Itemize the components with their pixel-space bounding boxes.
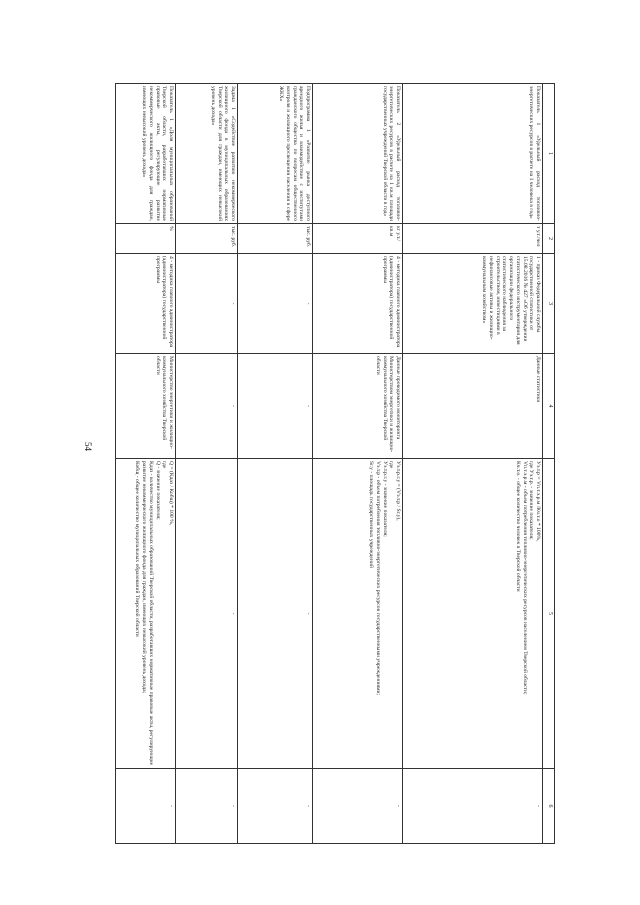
note-cell: -: [176, 769, 238, 844]
column-header: 4: [543, 354, 555, 459]
formula-cell: Уэ.т.р = Vп.т.э.р.м /Кч.т.о * 100%, где Уэ.т.р. - значение показателя; Vп.т.э.р.м - объем потребления топливно-энергетических ресурсов населением Тверской области; Кч.т.о. - общее количество человек в Тверской области: [403, 459, 543, 769]
indicator-name-cell: Показатель 2 «Удельный расход топливно-энергетических ресурсов в расчете на 1 кв.м площади государственных учреждений Тверской области в год»: [313, 84, 403, 224]
source-cell: -: [238, 254, 313, 354]
subprogram-name-cell: Подпрограмма 1 «Развитие рынка доступного арендного жилья и взаимодействие с институтами гражданского общества по вопросам общественного контроля и жилищного просвещения населения в сфере ЖКХ»: [238, 84, 313, 224]
formula-cell: -: [176, 459, 238, 769]
note-cell: -: [313, 769, 403, 844]
formula-cell: -: [238, 459, 313, 769]
indicator-name-cell: Показатель 1 «Удельный расход топливно-энергетических ресурсов в расчете на 1 человека в год»: [403, 84, 543, 224]
formula-cell: Q = (Кдаз / Кобщ) * 100 %, где Q - значение показателя; Кдаз - количество муниципальных образований Тверской области, разработавших нормативные правовые акты, регулирующие развитие некоммерческого жилищного фонда для граждан, имеющих невысокий уровень дохода; Кобщ - общее количество муниципальных образований Тверской области: [116, 459, 176, 769]
column-header: 1: [543, 84, 555, 224]
column-number-row: [543, 84, 555, 844]
source-cell: 1 - приказ Федеральной службы государственной статистики от 15.08.2016 № 427 «Об утверждении статистического инструментария для организации федерального статистического наблюдения за строительством, инвестициями в нефинансовые активы и жилищно-коммунальным хозяйством»: [403, 254, 543, 354]
data-origin-cell: Министерство энергетики и жилищно-коммунального хозяйства Тверской области: [116, 354, 176, 459]
unit-cell: %: [116, 224, 176, 254]
source-cell: 4 - методика главного администратора (администратора) государственной программы: [116, 254, 176, 354]
table-row: [403, 84, 543, 844]
table-row: [116, 84, 176, 844]
indicator-name-cell: Показатель 1 «Доля муниципальных образований Тверской области, разработавших нормативные правовые акты, регулирующие развитие некоммерческого жилищного фонда для граждан, имеющих невысокий уровень дохода»: [116, 84, 176, 224]
task-name-cell: Задача 1 «Содействие развитию некоммерческого жилищного фонда в муниципальных образованиях Тверской области для граждан, имеющих невысокий уровень дохода»: [176, 84, 238, 224]
unit-cell: тыс. руб.: [238, 224, 313, 254]
column-header: 2: [543, 224, 555, 254]
unit-cell: тыс. руб.: [176, 224, 238, 254]
formula-cell: Уэ.т.р.г.у = (Vэ.т.р / Sг.у), где Уэ.т.р.г.у - значение показателя; Vэ.т.р - объем потребления топливно-энергетических ресурсов государственными учреждениями; Sг.у - площадь государственных учреждений: [313, 459, 403, 769]
column-header: 3: [543, 254, 555, 354]
page-number: 54: [83, 442, 93, 451]
data-origin-cell: -: [238, 354, 313, 459]
note-cell: -: [116, 769, 176, 844]
unit-cell: т у.т./чел: [403, 224, 543, 254]
data-origin-cell: Данные статистики: [403, 354, 543, 459]
data-origin-cell: -: [176, 354, 238, 459]
indicator-table: [115, 83, 555, 844]
note-cell: -: [403, 769, 543, 844]
table-row: [313, 84, 403, 844]
table-row: [238, 84, 313, 844]
data-origin-cell: Данные проводимого мониторинга Министерством энергетики и жилищно-коммунального хозяйства Тверской области: [313, 354, 403, 459]
rotated-page-content: [115, 83, 555, 843]
unit-cell: кг у.т./ кв.м: [313, 224, 403, 254]
source-cell: 4 - методика главного администратора (администратора) государственной программы: [313, 254, 403, 354]
column-header: 5: [543, 459, 555, 769]
note-cell: -: [238, 769, 313, 844]
column-header: 6: [543, 769, 555, 844]
table-row: [176, 84, 238, 844]
source-cell: -: [176, 254, 238, 354]
